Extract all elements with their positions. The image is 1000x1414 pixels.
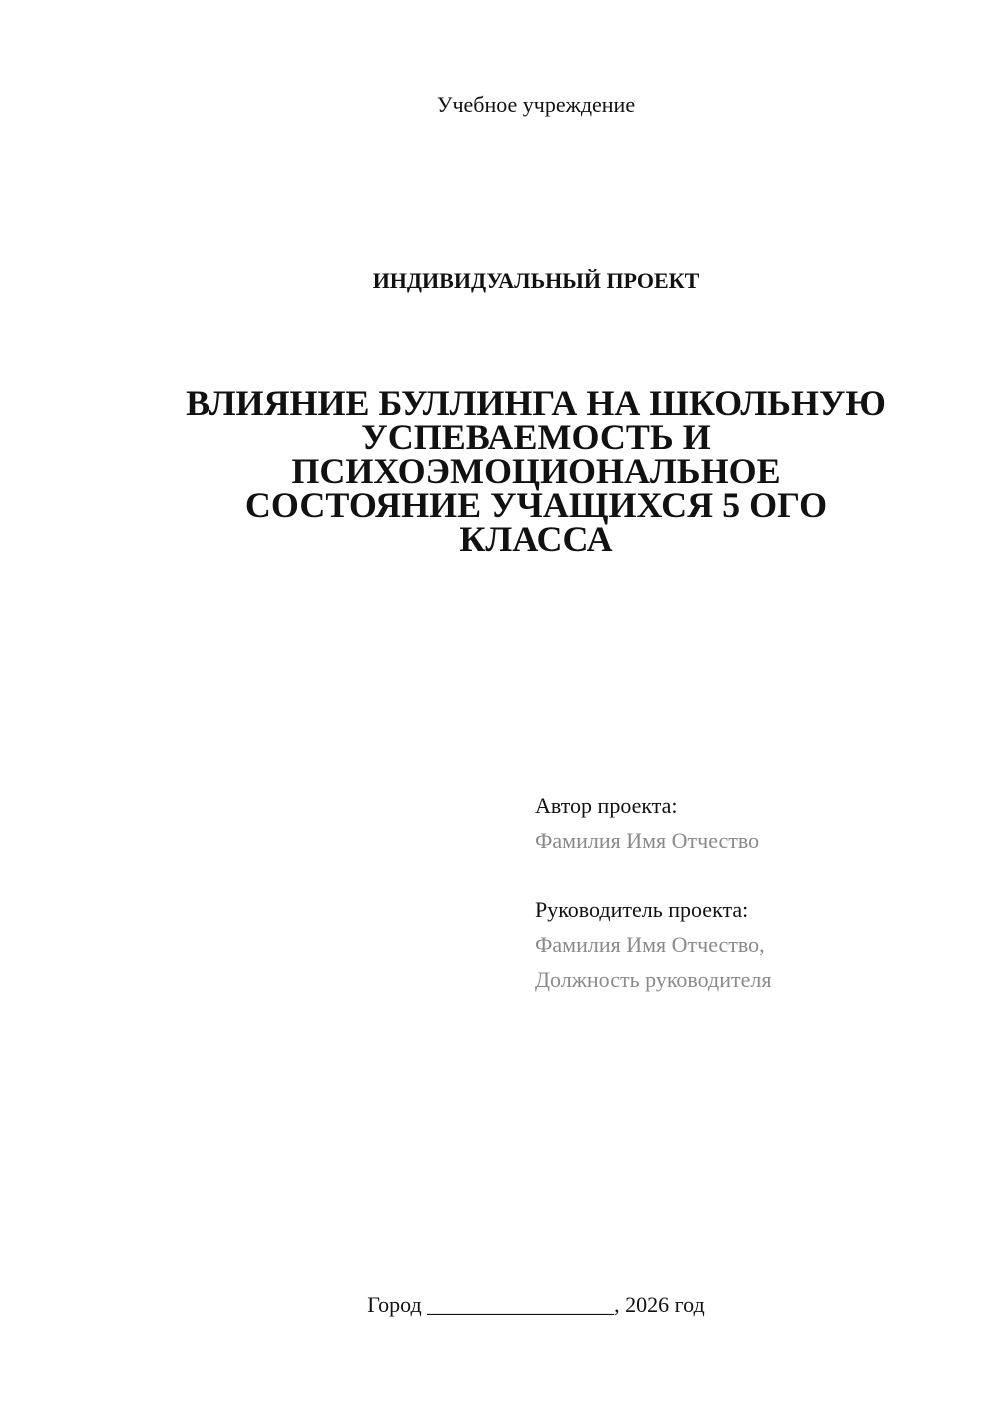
project-title xyxy=(140,383,932,559)
supervisor-name: Фамилия Имя Отчество, xyxy=(535,932,765,957)
project-title-line: СОСТОЯНИЕ УЧАЩИХСЯ 5 ОГО xyxy=(244,485,828,525)
project-credits xyxy=(535,788,975,997)
author-label: Автор проекта: xyxy=(535,793,678,818)
supervisor-position: Должность руководителя xyxy=(535,967,772,992)
project-title-line: ПСИХОЭМОЦИОНАЛЬНОЕ xyxy=(291,451,781,491)
spacer xyxy=(535,858,975,892)
author-name: Фамилия Имя Отчество xyxy=(535,828,760,853)
project-title-line: КЛАССА xyxy=(459,519,613,559)
project-type-heading: ИНДИВИДУАЛЬНЫЙ ПРОЕКТ xyxy=(372,268,700,293)
city-year-footer: Город _________________, 2026 год xyxy=(367,1292,705,1317)
project-title-line: ВЛИЯНИЕ БУЛЛИНГА НА ШКОЛЬНУЮ xyxy=(186,383,886,423)
institution-name: Учебное учреждение xyxy=(436,92,636,117)
supervisor-label: Руководитель проекта: xyxy=(535,897,749,922)
project-title-line: УСПЕВАЕМОСТЬ И xyxy=(361,417,711,457)
